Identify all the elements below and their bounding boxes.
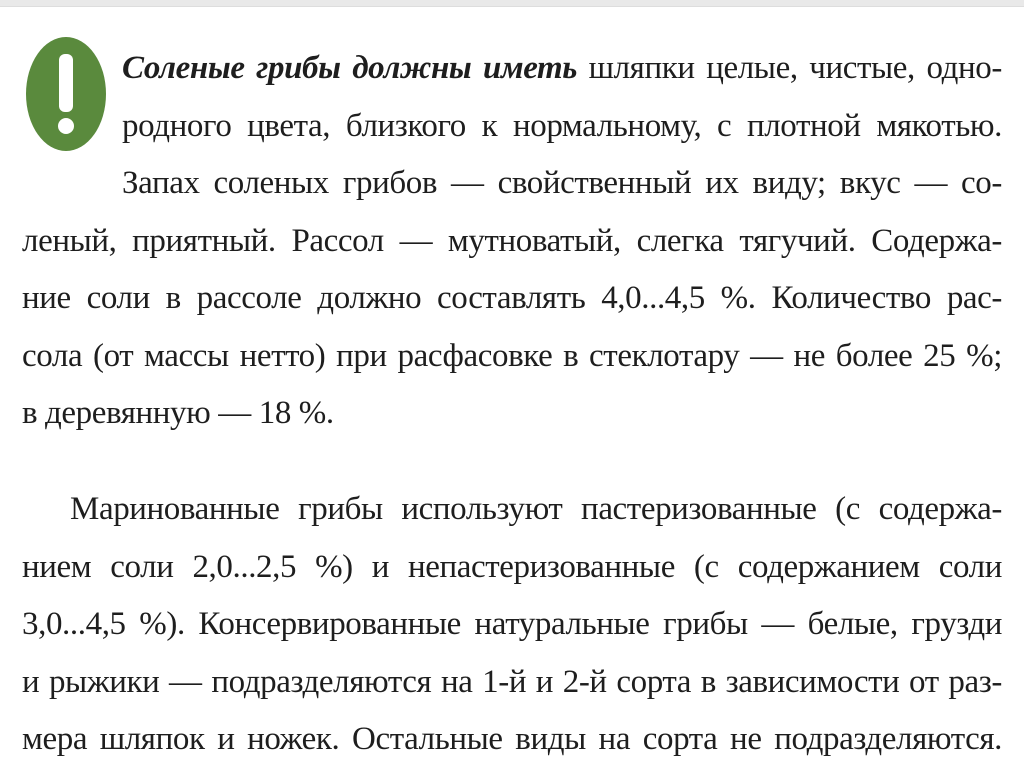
text-line: мера шляпок и ножек. Остальные виды на сорта не подразделяются. <box>22 721 1002 757</box>
text-line: 3,0...4,5 %). Консервированные натуральные грибы — белые, грузди <box>22 606 1002 642</box>
text-line <box>22 40 1002 98</box>
text-line: Маринованные грибы используют пастеризованные (с содержа- <box>70 491 1002 527</box>
paragraph-marinated-mushrooms <box>22 481 1002 767</box>
text-line: в деревянную — 18 %. <box>22 395 334 431</box>
text-line: ние соли в рассоле должно составлять 4,0...4,5 %. Количество рас- <box>22 280 1002 316</box>
text-line: и рыжики — подразделяются на 1-й и 2-й сорта в зависимости от раз- <box>22 663 1002 700</box>
text-line: сола (от массы нетто) при расфасовке в стеклотару — не более 25 %; <box>22 337 1002 374</box>
paragraph-salted-mushrooms <box>22 40 1002 443</box>
text-line: родного цвета, близкого к нормальному, с плотной мякотью. <box>122 107 1002 144</box>
top-border <box>0 0 1024 7</box>
text-line: Запах соленых грибов — свойственный их виду; вкус — со- <box>122 165 1002 201</box>
text-line: нием соли 2,0...2,5 %) и непастеризованные (с содержанием соли <box>22 548 1002 585</box>
lead-phrase: Соленые грибы должны иметь <box>122 50 577 86</box>
text-line: леный, приятный. Рассол — мутноватый, слегка тягучий. Содержа- <box>22 222 1002 259</box>
text-fragment: шляпки целые, чистые, одно- <box>576 50 1002 86</box>
